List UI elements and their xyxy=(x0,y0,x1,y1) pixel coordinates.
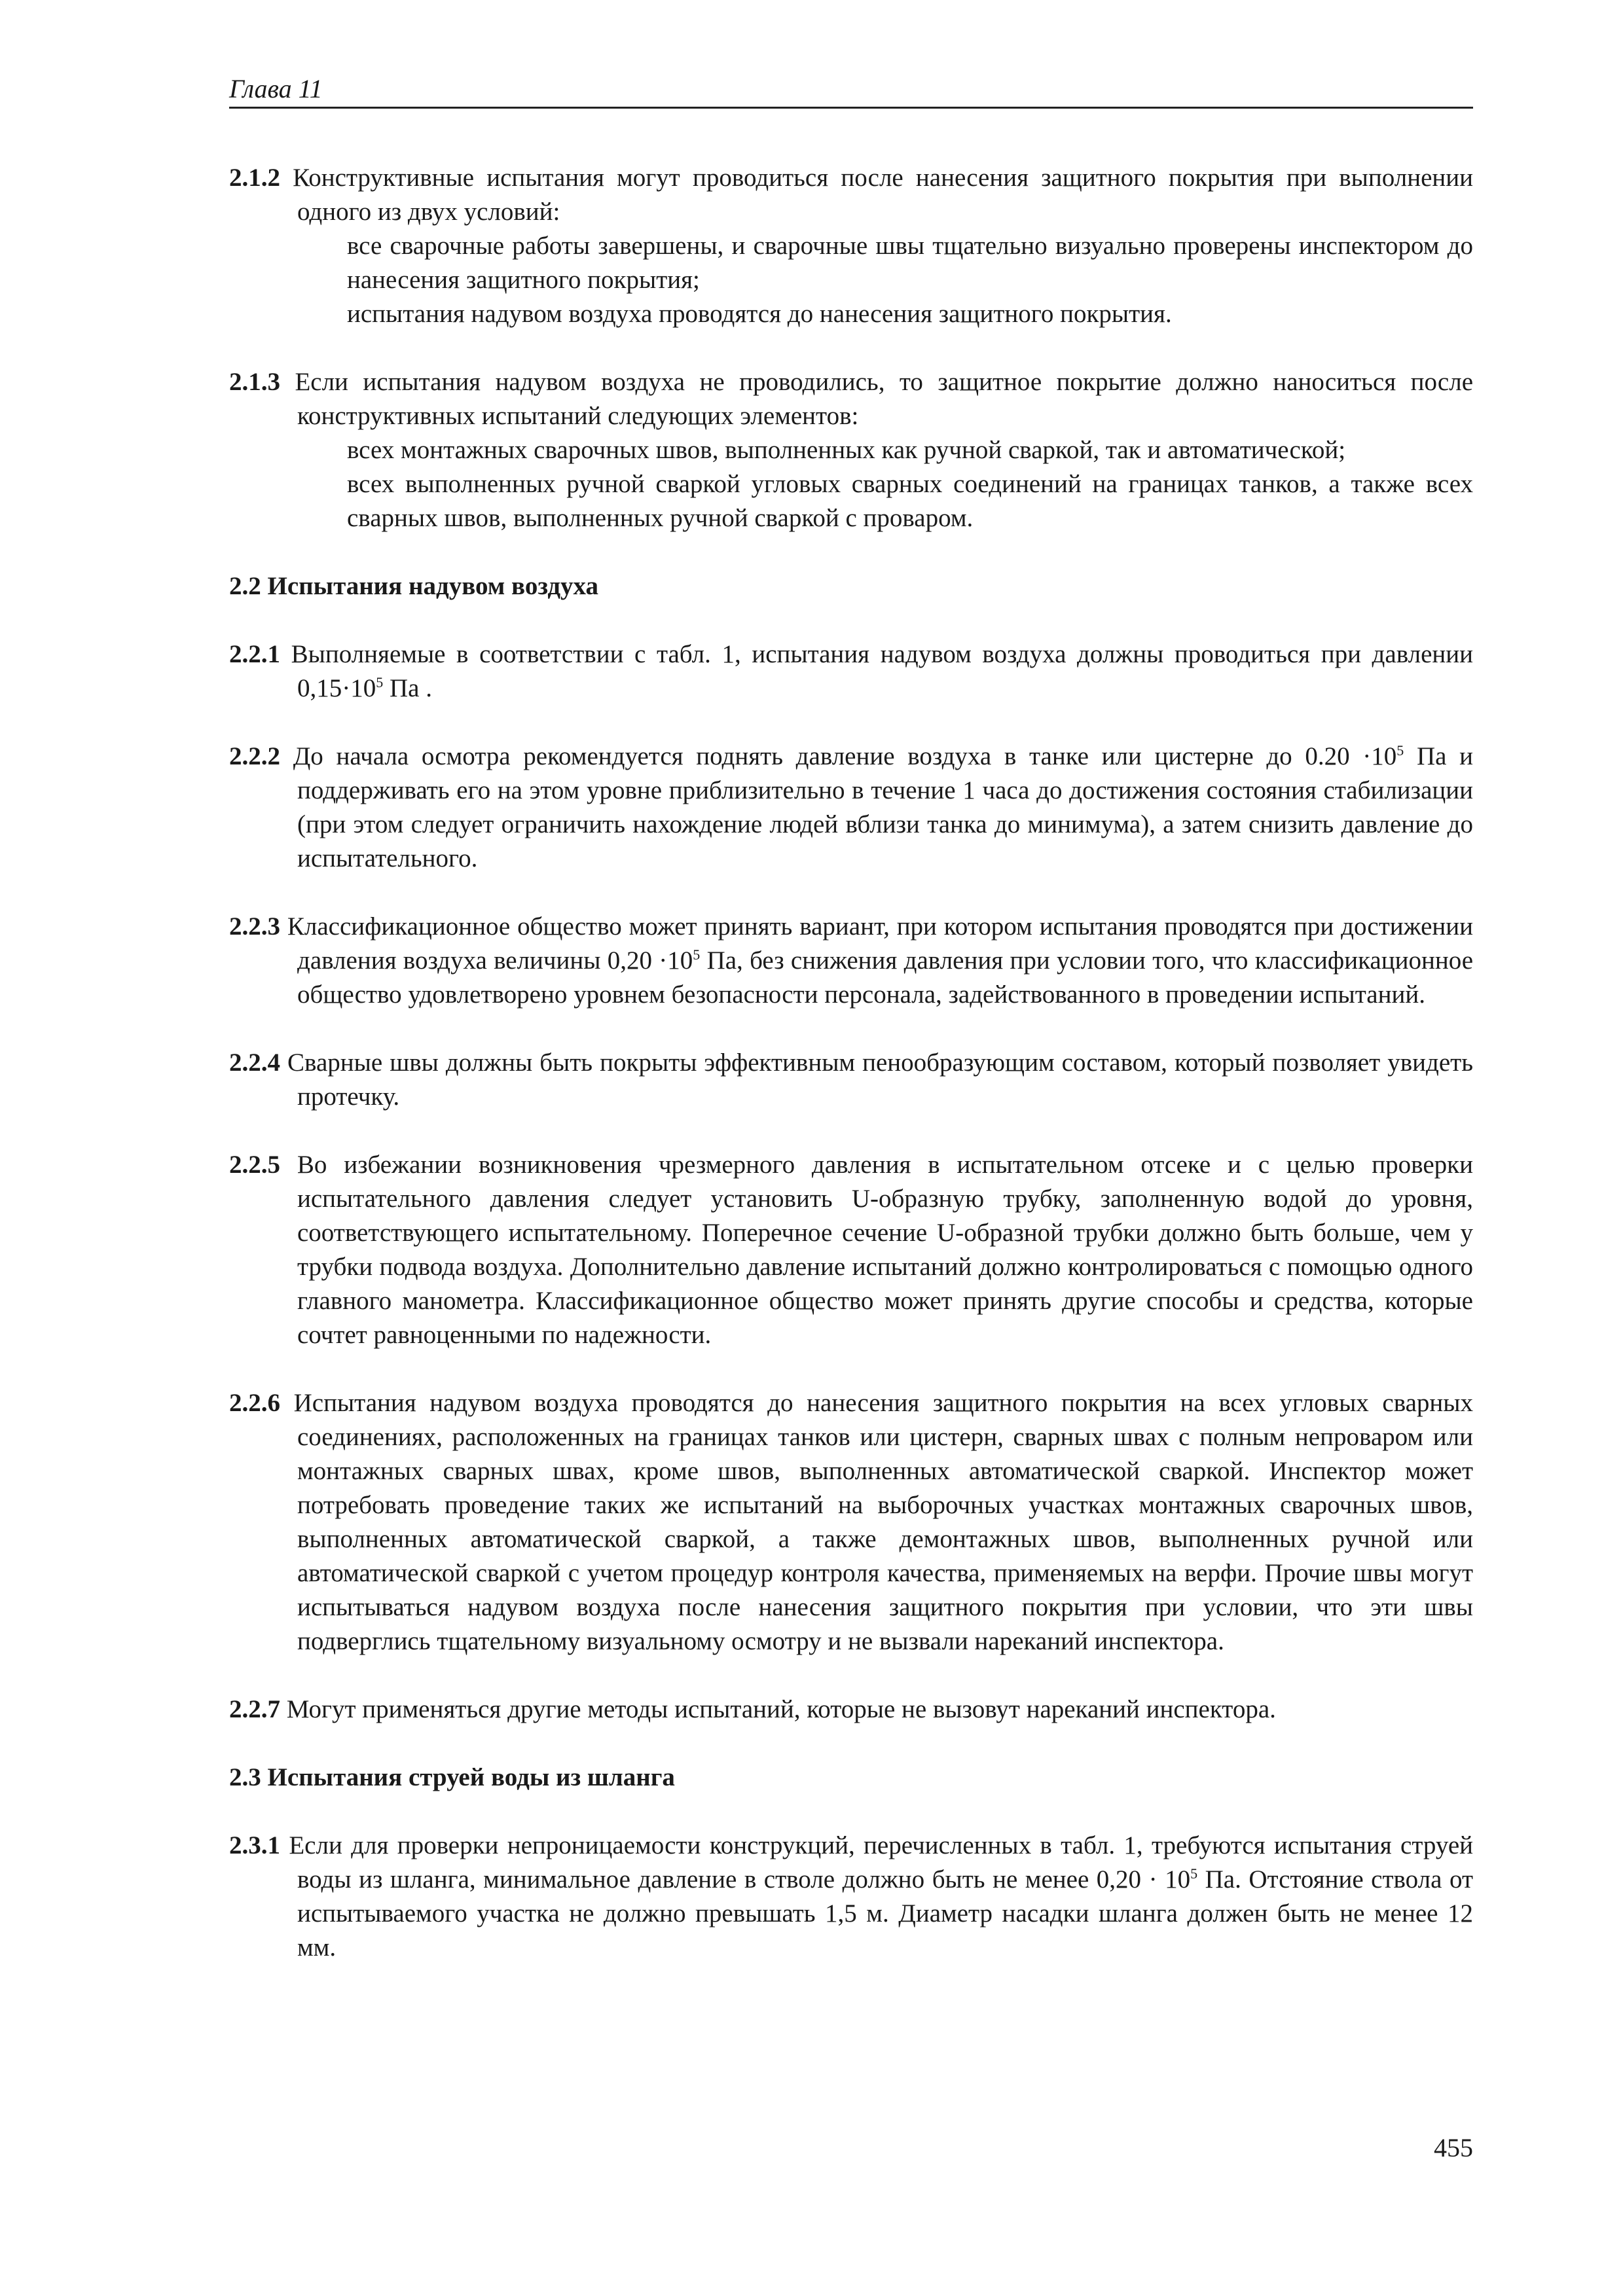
clause-2-1-2 xyxy=(229,161,1473,331)
clause-2-1-3 xyxy=(229,365,1473,535)
chapter-title: Глава 11 xyxy=(229,74,323,103)
clause-2-2-7 xyxy=(229,1693,1473,1727)
clause-number: 2.2.4 xyxy=(229,1049,280,1077)
clause-text: Если испытания надувом воздуха не проводились, то защитное покрытие должно наноситься после конструктивных испытаний следующих элементов: xyxy=(295,368,1474,430)
clause-text: Конструктивные испытания могут проводиться после нанесения защитного покрытия при выполнении одного из двух условий: xyxy=(293,164,1473,226)
clause-2-2-5 xyxy=(229,1148,1473,1352)
section-heading: 2.2 Испытания надувом воздуха xyxy=(229,572,599,600)
list-item: всех монтажных сварочных швов, выполненных как ручной сваркой, так и автоматической; xyxy=(347,436,1346,464)
running-header xyxy=(229,73,1473,109)
clause-number: 2.2.2 xyxy=(229,742,280,770)
page-number: 455 xyxy=(1434,2133,1473,2162)
clause-number: 2.2.3 xyxy=(229,912,280,941)
clause-2-3-1: 2.3.1 Если для проверки непроницаемости конструкций, перечисленных в табл. 1, требуются испытания струей воды из шланга, минимальное давление в стволе должно быть не менее $0,20 \cdot 10^5$ Па. Отстояние ствола от испытываемого участка не должно превышать 1,5 м. Диаметр насадки шланга должен быть не менее 12 мм. xyxy=(229,1831,1473,1962)
clause-number: 2.1.3 xyxy=(229,368,280,396)
clause-number: 2.2.5 xyxy=(229,1151,280,1179)
list-item: испытания надувом воздуха проводятся до нанесения защитного покрытия. xyxy=(347,300,1172,328)
clause-number: 2.2.1 xyxy=(229,640,280,668)
clause-number: 2.1.2 xyxy=(229,164,280,192)
page-body xyxy=(229,161,1473,1999)
clause-number: 2.3.1 xyxy=(229,1831,280,1859)
list-item: всех выполненных ручной сваркой угловых сварных соединений на границах танков, а также всех сварных швов, выполненных ручной сваркой с проваром. xyxy=(347,470,1473,532)
clause-2-2-6 xyxy=(229,1386,1473,1659)
clause-text: Во избежании возникновения чрезмерного давления в испытательном отсеке и с целью проверки испытательного давления следует установить U-образную трубку, заполненную водой до уровня, соответствующего испытательному. Поперечное сечение U-образной трубки должно быть больше, чем у трубки подвода воздуха. Дополнительно давление испытаний должно контролироваться с помощью одного главного манометра. Классификационное общество может принять другие способы и средства, которые сочтет равноценными по надежности. xyxy=(297,1151,1473,1349)
clause-2-2-3: 2.2.3 Классификационное общество может принять вариант, при котором испытания проводятся при достижении давления воздуха величины $0,20 \cdot 10^5$ Па, без снижения давления при условии того, что классификационное общество удовлетворено уровнем безопасности персонала, задействованного в проведении испытаний. xyxy=(229,912,1474,1009)
clause-text: Сварные швы должны быть покрыты эффективным пенообразующим составом, который позволяет увидеть протечку. xyxy=(287,1049,1474,1111)
clause-number: 2.2.6 xyxy=(229,1389,280,1417)
list-item: все сварочные работы завершены, и сварочные швы тщательно визуально проверены инспектором до нанесения защитного покрытия; xyxy=(347,232,1473,294)
clause-text: Испытания надувом воздуха проводятся до нанесения защитного покрытия на всех угловых сварных соединениях, расположенных на границах танков или цистерн, сварных швах с полным непроваром или монтажных сварных швах, кроме швов, выполненных автоматической сваркой. Инспектор может потребовать проведение таких же испытаний на выборочных участках монтажных сварочных швов, выполненных автоматической сваркой, а также демонтажных швов, выполненных ручной или автоматической сваркой с учетом процедур контроля качества, применяемых на верфи. Прочие швы могут испытываться надувом воздуха после нанесения защитного покрытия при условии, что эти швы подверглись тщательному визуальному осмотру и не вызвали нареканий инспектора. xyxy=(293,1389,1474,1655)
clause-number: 2.2.7 xyxy=(229,1695,280,1723)
clause-2-2-4 xyxy=(229,1046,1473,1114)
clause-2-2-2: 2.2.2 До начала осмотра рекомендуется поднять давление воздуха в танке или цистерне до $0.20 \cdot 10^5$ Па и поддерживать его на этом уровне приблизительно в течение 1 часа до достижения состояния стабилизации (при этом следует ограничить нахождение людей вблизи танка до минимума), а затем снизить давление до испытательного. xyxy=(229,742,1473,872)
clause-2-2-1: 2.2.1 Выполняемые в соответствии с табл. 1, испытания надувом воздуха должны проводиться при давлении $0,15\cdot 10^5$ Па . xyxy=(229,640,1473,702)
clause-text: Могут применяться другие методы испытаний, которые не вызовут нареканий инспектора. xyxy=(286,1695,1276,1723)
section-heading: 2.3 Испытания струей воды из шланга xyxy=(229,1763,675,1791)
